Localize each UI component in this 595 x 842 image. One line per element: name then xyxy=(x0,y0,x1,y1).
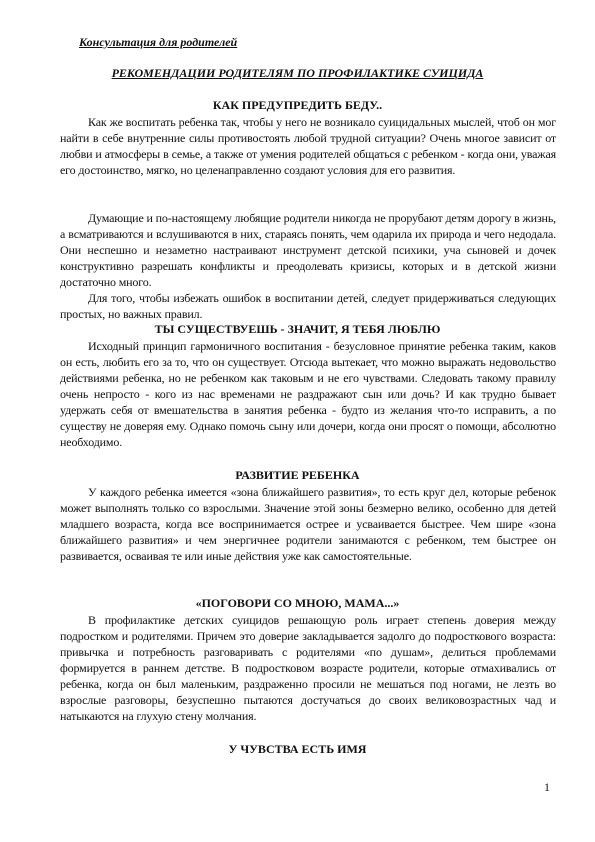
paragraph: Думающие и по-настоящему любящие родители никогда не прорубают детям дорогу в жизнь, а всматриваются и вслушиваются в них, стараясь понять, чем одарила их природа и чего недодала. Они неспешно и незаметно настраивают инструмент детской психики, уча сыновей и дочек конструктивно разрешать конфликты и преодолевать кризисы, которых и в детской жизни достаточно много. xyxy=(60,211,556,289)
section-heading: ТЫ СУЩЕСТВУЕШЬ - ЗНАЧИТ, Я ТЕБЯ ЛЮБЛЮ xyxy=(154,322,441,336)
paragraph: Исходный принцип гармоничного воспитания - безусловное принятие ребенка таким, каков он есть, любить его за то, что он существует. Отсюда вытекает, что можно выражать недовольство действиями ребенка, но не ребенком как таковым и не его чувствами. Следовать такому правилу очень непросто - кого из нас временами не раздражают сын или дочь? И как трудно бывает удержать себя от вмешательства в занятия ребенка - будто из желания что-то исправить, а по существу не доверяя ему. Однако помочь сыну или дочери, когда они просят о помощи, абсолютно необходимо. xyxy=(60,339,556,449)
paragraph: Как же воспитать ребенка так, чтобы у него не возникало суицидальных мыслей, чтоб он мог найти в себе внутренние силы противостоять любой трудной ситуации? Очень многое зависит от любви и атмосферы в семье, а также от умения родителей общаться с ребенком - когда они, уважая его достоинство, мягко, но целенаправленно создают условия для его развития. xyxy=(60,115,556,177)
section-heading: РАЗВИТИЕ РЕБЕНКА xyxy=(235,468,360,482)
section-heading: КАК ПРЕДУПРЕДИТЬ БЕДУ.. xyxy=(212,98,383,112)
paragraph: Для того, чтобы избежать ошибок в воспитании детей, следует придерживаться следующих простых, но важных правил. xyxy=(60,291,556,321)
paragraph: В профилактике детских суицидов решающую роль играет степень доверия между подростком и родителями. Причем это доверие закладывается задолго до подросткового возраста: привычка и потребность разговаривать с родителями «по душам», делиться проблемами формируется в раннем детстве. В подростковом возрасте родители, которые отмахивались от ребенка, когда он был маленьким, раздраженно просили не мешаться под ногами, не лезть во взрослые разговоры, безуспешно пытаются достучаться до своих великовозрастных чад и натыкаются на глухую стену молчания. xyxy=(60,613,556,723)
section-heading: «ПОГОВОРИ СО МНОЮ, МАМА...» xyxy=(195,596,400,610)
paragraph: У каждого ребенка имеется «зона ближайшего развития», то есть круг дел, которые ребенок может выполнять только со взрослыми. Значение этой зоны безмерно велико, особенно для детей младшего возраста, когда все воспринимается острее и усваивается быстрее. Чем шире «зона ближайшего развития» и чем энергичнее родители занимаются с ребенком, тем быстрее он развивается, осваивая те или иные действия уже как самостоятельные. xyxy=(60,485,556,563)
document-title: РЕКОМЕНДАЦИИ РОДИТЕЛЯМ ПО ПРОФИЛАКТИКЕ СУИЦИДА xyxy=(111,66,484,80)
consultation-label: Консультация для родителей xyxy=(79,35,238,49)
section-heading: У ЧУВСТВА ЕСТЬ ИМЯ xyxy=(228,742,367,756)
page-number: 1 xyxy=(544,780,550,794)
